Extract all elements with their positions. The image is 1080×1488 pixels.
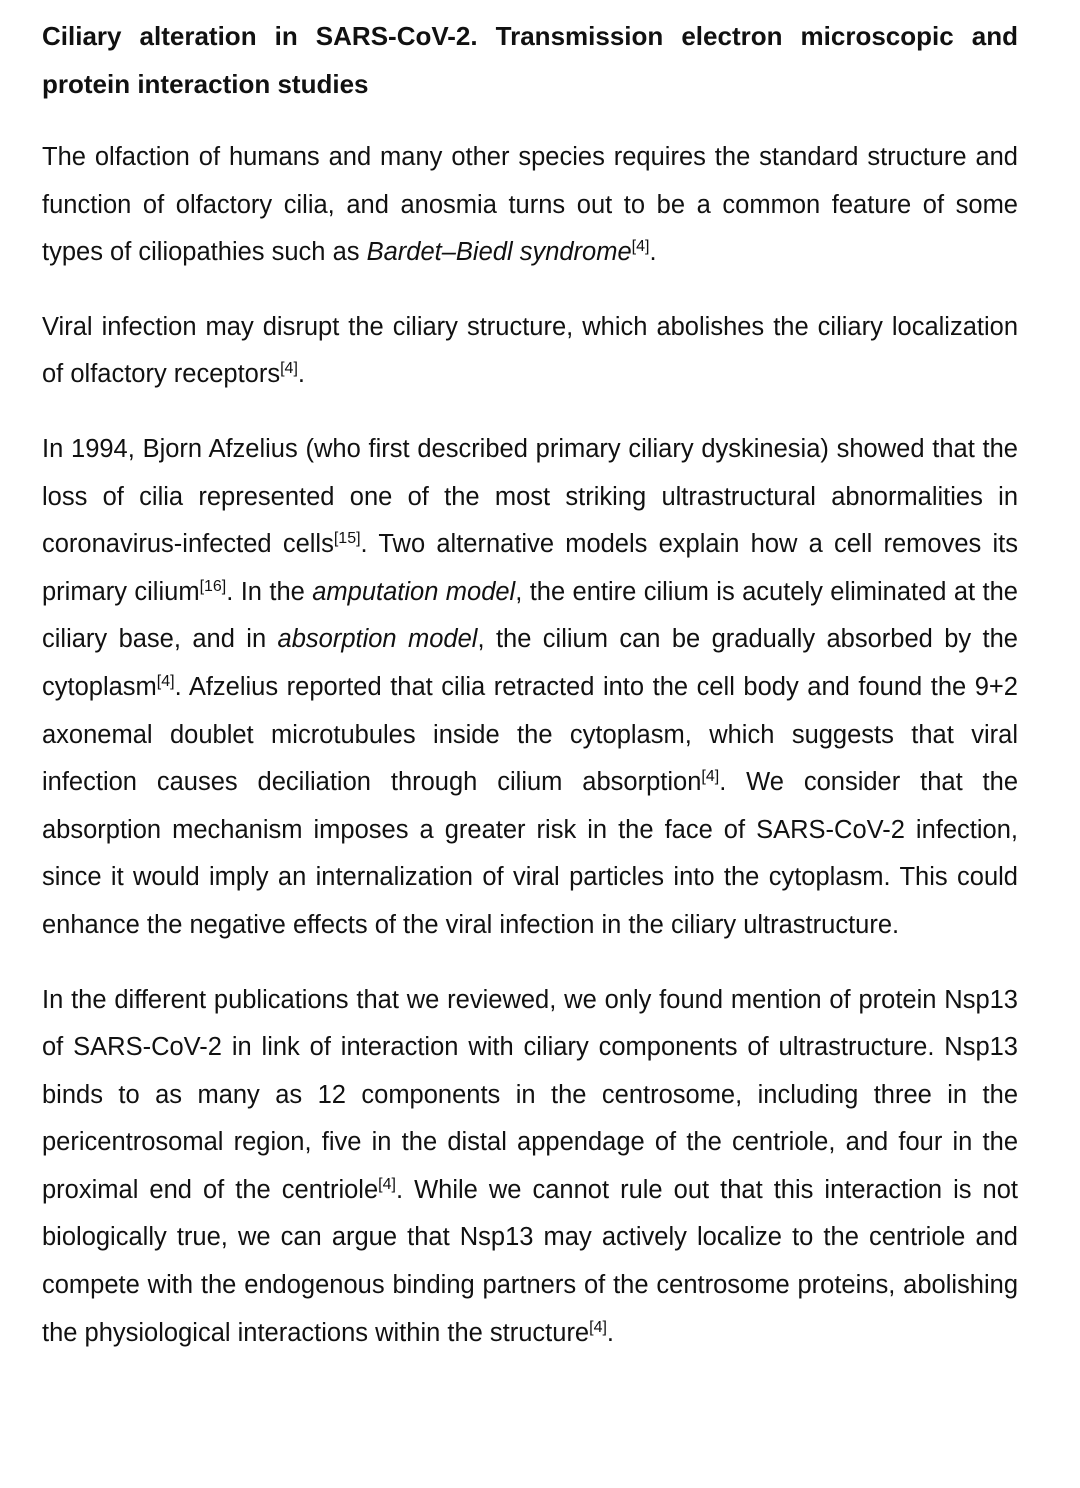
text-run: . <box>649 238 657 267</box>
paragraph <box>42 304 1018 399</box>
text-run: . <box>297 360 305 389</box>
paragraph <box>42 426 1018 950</box>
text-run: . Two alternative models explain how a cell removes its primary cilium <box>42 530 1018 606</box>
text-run: Viral infection may disrupt the ciliary structure, which abolishes the ciliary localization of olfactory receptors <box>42 312 1018 389</box>
text-run: , the cilium can be gradually absorbed by the cytoplasm <box>42 625 1018 701</box>
text-run: . We consider that the absorption mechanism imposes a greater risk in the face of SARS-CoV-2 infection, since it would imply an internalization of viral particles into the cytoplasm. This could enhance the negative effects of the viral infection in the ciliary ultrastructure. <box>42 768 1018 939</box>
section-title: Ciliary alteration in SARS-CoV-2. Transmission electron microscopic and protein interaction studies <box>42 21 1018 99</box>
text-run: , the entire cilium is acutely eliminated at the ciliary base, and in <box>42 577 1018 654</box>
text-run: . In the <box>226 577 313 606</box>
italic-term: absorption model <box>277 625 478 654</box>
citation-ref: [15] <box>333 530 361 548</box>
citation-ref: [4] <box>280 360 298 378</box>
paragraph <box>42 977 1018 1358</box>
text-run: . <box>606 1318 615 1347</box>
text-run: . While we cannot rule out that this interaction is not biologically true, we can argue that Nsp13 may actively localize to the centriole and compete with the endogenous binding partners of the centrosome proteins, abolishing the physiological interactions within the structure <box>42 1175 1019 1347</box>
italic-term: Bardet–Biedl syndrome <box>366 238 632 267</box>
paragraph <box>42 134 1018 277</box>
section-body <box>42 134 1018 1357</box>
citation-ref: [4] <box>156 672 175 690</box>
citation-ref: [4] <box>589 1318 607 1336</box>
text-run: In the different publications that we reviewed, we only found mention of protein Nsp13 of SARS-CoV-2 in link of interaction with ciliary components of ultrastructure. Nsp13 binds to as many as 12 components in the centrosome, including three in the pericentrosomal region, five in the distal appendage of the centriole, and four in the proximal end of the centriole <box>42 985 1018 1204</box>
italic-term: amputation model <box>312 577 516 606</box>
text-run: The olfaction of humans and many other species requires the standard structure and function of olfactory cilia, and anosmia turns out to be a common feature of some types of ciliopathies such as <box>42 143 1018 267</box>
citation-ref: [4] <box>631 238 650 256</box>
text-run: . Afzelius reported that cilia retracted into the cell body and found the 9+2 axonemal doublet microtubules inside the cytoplasm, which suggests that viral infection causes deciliation through cilium absorption <box>42 672 1018 797</box>
citation-ref: [16] <box>199 577 227 595</box>
text-run: In 1994, Bjorn Afzelius (who first described primary ciliary dyskinesia) showed that the loss of cilia represented one of the most striking ultrastructural abnormalities in coronavirus-infected cells <box>42 434 1018 559</box>
citation-ref: [4] <box>378 1175 396 1193</box>
citation-ref: [4] <box>701 768 720 786</box>
